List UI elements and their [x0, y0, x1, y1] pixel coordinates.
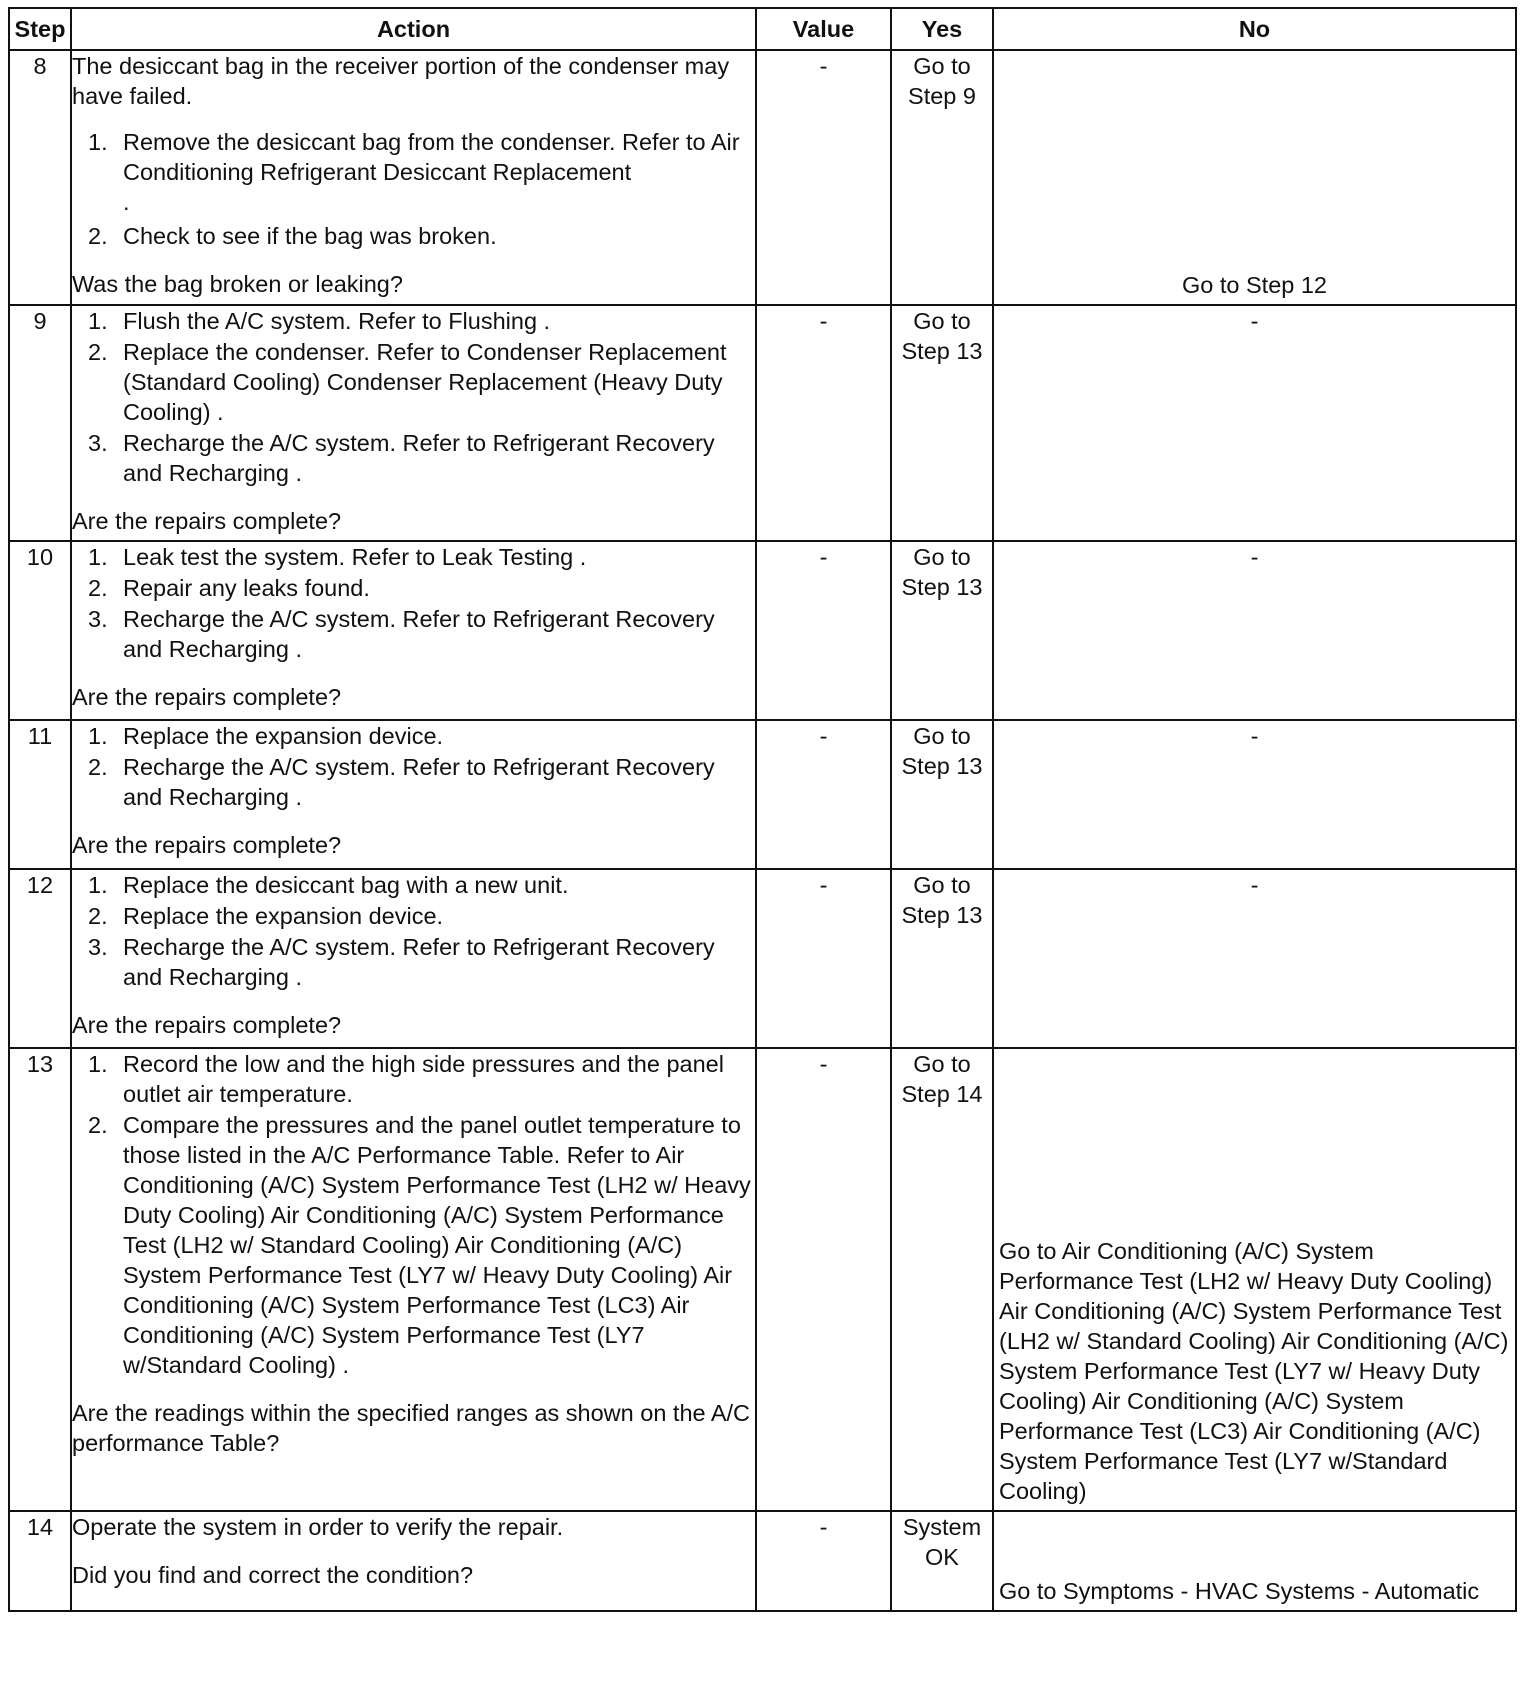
step-number: 9 [9, 305, 71, 541]
table-row [9, 541, 1516, 720]
value-cell: - [756, 1048, 891, 1511]
action-question: Was the bag broken or leaking? [72, 271, 403, 297]
header-step: Step [9, 8, 71, 50]
list-item: 2. Recharge the A/C system. Refer to Refrigerant Recovery and Recharging . [88, 754, 715, 810]
no-cell: - [993, 541, 1516, 720]
list-item: 3. Recharge the A/C system. Refer to Refrigerant Recovery and Recharging . [88, 430, 715, 486]
action-cell [71, 720, 756, 869]
table-row [9, 1511, 1516, 1611]
action-intro: The desiccant bag in the receiver portion of the condenser may have failed. [72, 53, 730, 109]
action-list [72, 1049, 755, 1380]
step-number: 14 [9, 1511, 71, 1611]
step-number: 10 [9, 541, 71, 720]
list-item: 1. Replace the desiccant bag with a new unit. [88, 872, 569, 898]
action-cell [71, 869, 756, 1048]
action-question: Did you find and correct the condition? [72, 1562, 474, 1588]
no-cell: - [993, 305, 1516, 541]
value-cell: - [756, 720, 891, 869]
value-cell: - [756, 50, 891, 305]
list-item: 2. Check to see if the bag was broken. [88, 223, 497, 249]
no-cell: Go to Symptoms - HVAC Systems - Automatic [993, 1511, 1516, 1611]
value-cell: - [756, 541, 891, 720]
list-item: 1. Record the low and the high side pressures and the panel outlet air temperature. [88, 1051, 724, 1107]
list-item: 3. Recharge the A/C system. Refer to Refrigerant Recovery and Recharging . [88, 606, 715, 662]
list-item: 2. Replace the expansion device. [88, 903, 444, 929]
header-no: No [993, 8, 1516, 50]
yes-cell: Go to Step 13 [891, 869, 993, 1048]
action-question: Are the repairs complete? [72, 508, 342, 534]
action-list [72, 542, 755, 664]
yes-cell: Go to Step 14 [891, 1048, 993, 1511]
action-list [72, 306, 755, 488]
header-row [9, 8, 1516, 50]
value-cell: - [756, 305, 891, 541]
action-cell [71, 1048, 756, 1511]
table-row [9, 50, 1516, 305]
diagnostic-table [8, 7, 1517, 1612]
list-item: 2. Repair any leaks found. [88, 575, 370, 601]
header-action: Action [71, 8, 756, 50]
list-item: 2. Replace the condenser. Refer to Condenser Replacement (Standard Cooling) Condenser Replacement (Heavy Duty Cooling) . [88, 339, 727, 425]
list-item: 3. Recharge the A/C system. Refer to Refrigerant Recovery and Recharging . [88, 934, 715, 990]
table-row [9, 720, 1516, 869]
action-question: Are the repairs complete? [72, 1012, 342, 1038]
table-row [9, 305, 1516, 541]
list-item: 2. Compare the pressures and the panel outlet temperature to those listed in the A/C Performance Table. Refer to Air Conditioning (A/C) System Performance Test (LH2 w/ Heavy Duty Cooling) Air Conditioning (A/C) System Performance Test (LH2 w/ Standard Cooling) Air Conditioning (A/C) System Performance Test (LY7 w/ Heavy Duty Cooling) Air Conditioning (A/C) System Performance Test (LC3) Air Conditioning (A/C) System Performance Test (LY7 w/Standard Cooling) . [88, 1112, 751, 1378]
list-item: 1. Flush the A/C system. Refer to Flushing . [88, 308, 551, 334]
no-cell: Go to Step 12 [993, 50, 1516, 305]
action-cell [71, 541, 756, 720]
action-question: Are the repairs complete? [72, 832, 342, 858]
no-cell: - [993, 720, 1516, 869]
action-list [72, 127, 755, 251]
yes-cell: Go to Step 13 [891, 305, 993, 541]
step-number: 11 [9, 720, 71, 869]
table-row [9, 1048, 1516, 1511]
yes-cell: Go to Step 13 [891, 720, 993, 869]
yes-cell: Go to Step 9 [891, 50, 993, 305]
table-row [9, 869, 1516, 1048]
action-list [72, 870, 755, 992]
step-number: 13 [9, 1048, 71, 1511]
action-cell [71, 305, 756, 541]
action-question: Are the repairs complete? [72, 684, 342, 710]
value-cell: - [756, 869, 891, 1048]
list-item: 1. Remove the desiccant bag from the condenser. Refer to Air Conditioning Refrigerant Desiccant Replacement . [88, 129, 740, 215]
yes-cell: System OK [891, 1511, 993, 1611]
action-intro: Operate the system in order to verify the repair. [72, 1514, 564, 1540]
header-yes: Yes [891, 8, 993, 50]
action-cell [71, 50, 756, 305]
list-item: 1. Replace the expansion device. [88, 723, 444, 749]
list-item: 1. Leak test the system. Refer to Leak Testing . [88, 544, 587, 570]
action-question: Are the readings within the specified ranges as shown on the A/C performance Table? [72, 1400, 750, 1456]
no-cell: Go to Air Conditioning (A/C) System Performance Test (LH2 w/ Heavy Duty Cooling) Air Conditioning (A/C) System Performance Test (LH2 w/ Standard Cooling) Air Conditioning (A/C) System Performance Test (LY7 w/ Heavy Duty Cooling) Air Conditioning (A/C) System Performance Test (LC3) Air Conditioning (A/C) System Performance Test (LY7 w/Standard Cooling) [993, 1048, 1516, 1511]
action-list [72, 721, 755, 812]
no-cell: - [993, 869, 1516, 1048]
action-cell [71, 1511, 756, 1611]
header-value: Value [756, 8, 891, 50]
step-number: 12 [9, 869, 71, 1048]
step-number: 8 [9, 50, 71, 305]
yes-cell: Go to Step 13 [891, 541, 993, 720]
value-cell: - [756, 1511, 891, 1611]
